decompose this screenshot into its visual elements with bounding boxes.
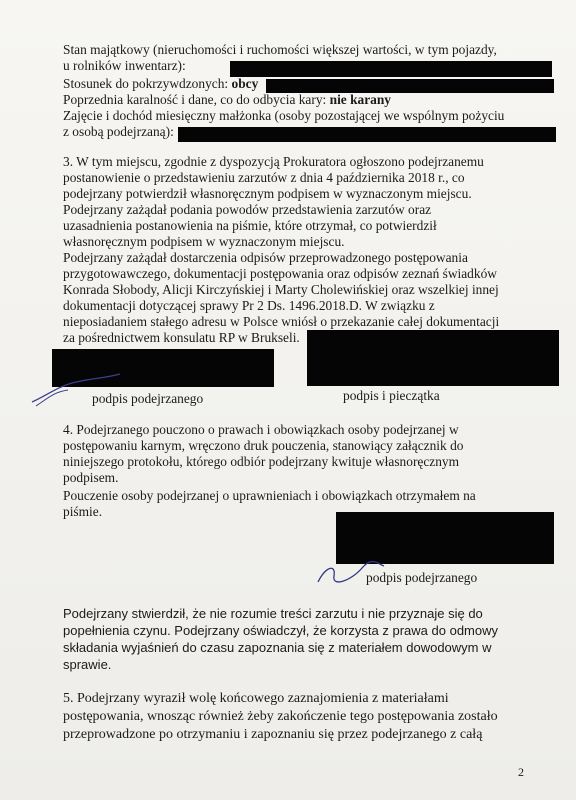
section5-line: postępowania, wnosząc również żeby zakończenie tego postępowania zostało — [63, 709, 498, 724]
relation-line — [63, 76, 258, 92]
section4-line: 4. Podejrzanego pouczono o prawach i obowiązkach osoby podejrzanej w — [63, 422, 459, 437]
section3-line: nieposiadaniem stałego adresu w Polsce wniósł o przekazanie całej dokumentacji — [63, 314, 500, 329]
spouse-line-1: Zajęcie i dochód miesięczny małżonka (osoby pozostającej we wspólnym pożyciu — [63, 108, 505, 123]
section3-line: przygotowawczego, dokumentacji postępowania oraz odpisów zeznań świadków — [63, 266, 497, 281]
statement-line: składania wyjaśnień do czasu zapoznania się z materiałem dowodowym w — [63, 640, 492, 655]
section3-line: podejrzany potwierdził własnoręcznym podpisem w wyznaczonym miejscu. — [63, 186, 472, 201]
section3-line: Podejrzany zażądał dostarczenia odpisów przeprowadzonego postępowania — [63, 250, 468, 265]
section3-line: postanowienie o przedstawieniu zarzutów z dnia 4 października 2018 r., co — [63, 170, 465, 185]
section3-line: Konrada Słobody, Alicji Kirczyńskiej i Marty Cholewińskiej oraz wszelkiej innej — [63, 282, 499, 297]
sig-label-suspect: podpis podejrzanego — [92, 391, 204, 406]
section3-line: za pośrednictwem konsulatu RP w Brukseli. — [63, 330, 300, 345]
section3-line: własnoręcznym podpisem w wyznaczonym miejscu. — [63, 234, 345, 249]
criminal-line — [63, 92, 391, 108]
spouse-line-2: z osobą podejrzaną): — [63, 124, 174, 139]
sig-label-stamp: podpis i pieczątka — [343, 388, 440, 403]
section5-line: 5. Podejrzany wyraził wolę końcowego zaznajomienia z materiałami — [63, 691, 449, 706]
statement-line: popełnienia czynu. Podejrzany oświadczył, że korzysta z prawa do odmowy — [63, 623, 498, 638]
redaction-bar — [230, 61, 552, 77]
redaction-bar — [266, 79, 554, 93]
section3-line: uzasadnienia postanowienia na piśmie, które otrzymał, co potwierdził — [63, 218, 437, 233]
section4-line: niniejszego protokołu, którego odbiór podejrzany kwituje własnoręcznym — [63, 454, 460, 469]
section4-line: postępowaniu karnym, wręczono druk pouczenia, stanowiący załącznik do — [63, 438, 464, 453]
section5-line: przeprowadzone po otrzymaniu i zapoznaniu się przez podejrzanego z całą — [63, 727, 483, 742]
section3-line: 3. W tym miejscu, zgodnie z dyspozycją Prokuratora ogłoszono podejrzanemu — [63, 154, 484, 169]
sig-label-suspect-2: podpis podejrzanego — [366, 570, 478, 585]
page-number: 2 — [518, 765, 524, 779]
statement-line: sprawie. — [63, 657, 112, 672]
criminal-value: nie karany — [329, 92, 392, 107]
section4-line: podpisem. — [63, 470, 119, 485]
section3-line: Podejrzany zażądał podania powodów przedstawienia zarzutów oraz — [63, 202, 432, 217]
section4-line: Pouczenie osoby podejrzanej o uprawnieniach i obowiązkach otrzymałem na — [63, 488, 476, 503]
relation-value: obcy — [231, 76, 259, 91]
assets-line-1: Stan majątkowy (nieruchomości i ruchomości większej wartości, w tym pojazdy, — [63, 42, 497, 57]
redaction-bar — [307, 330, 559, 386]
statement-line: Podejrzany stwierdził, że nie rozumie treści zarzutu i nie przyznaje się do — [63, 606, 483, 621]
section3-line: dokumentacji dotyczącej sprawy Pr 2 Ds. 1496.2018.D. W związku z — [63, 298, 435, 313]
section4-line: piśmie. — [63, 504, 103, 519]
assets-line-2: u rolników inwentarz): — [63, 58, 186, 73]
criminal-label: Poprzednia karalność i dane, co do odbycia kary: — [63, 92, 327, 107]
relation-label: Stosunek do pokrzywdzonych: — [63, 76, 229, 91]
redaction-bar — [178, 127, 556, 142]
